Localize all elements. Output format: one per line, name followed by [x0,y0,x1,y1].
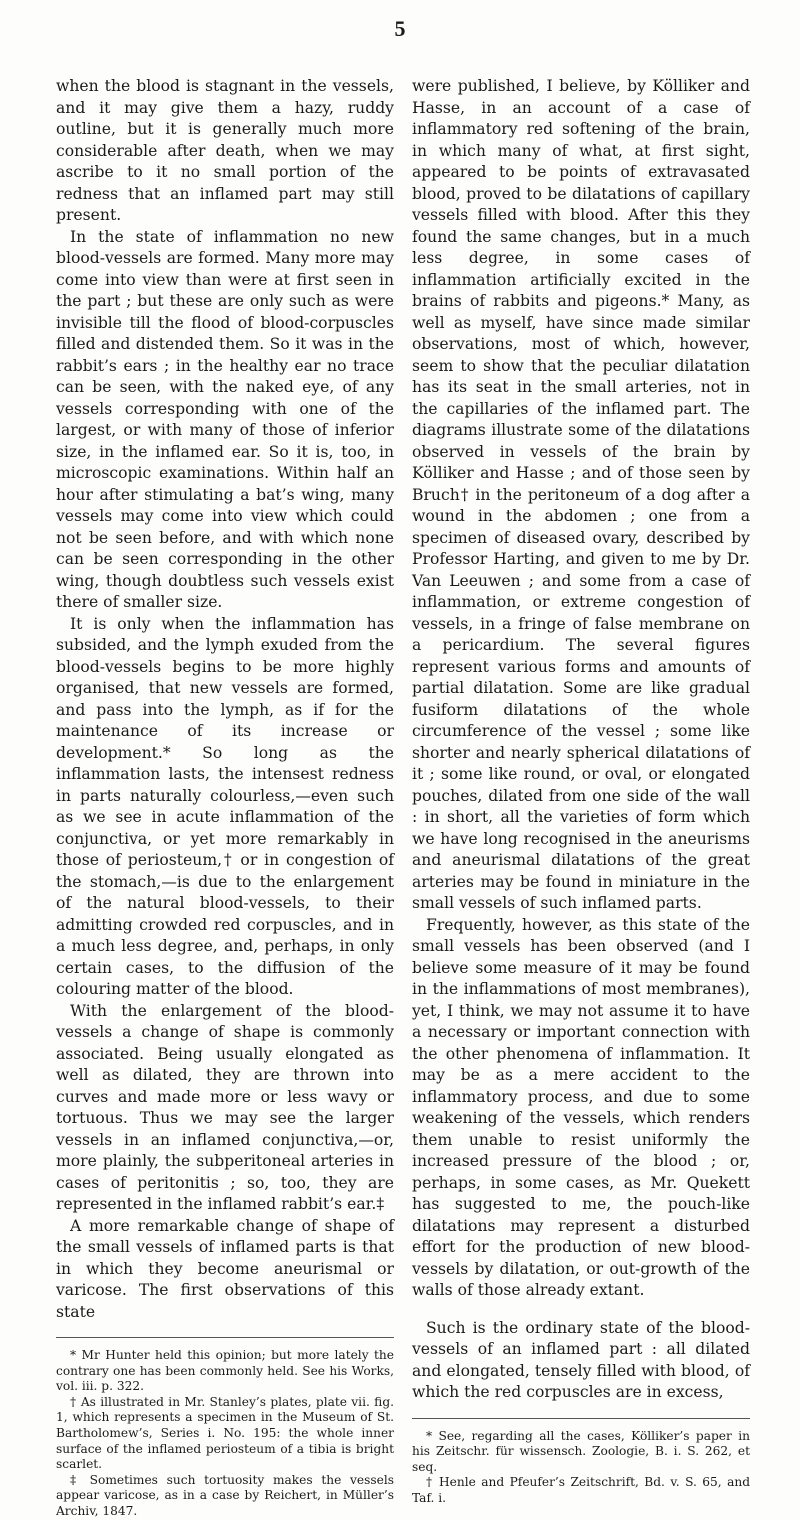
footnote: * See, regarding all the cases, Kölliker’s paper in his Zeitschr. für wissensch. Zoologie, B. i. S. 262, et seq. [412,1428,750,1474]
footnote: * Mr Hunter held this opinion; but more lately the contrary one has been commonly held. See his Works, vol. iii. p. 322. [56,1348,394,1394]
paragraph: Such is the ordinary state of the blood-vessels of an inflamed part : all dilated and elongated, tensely filled with blood, of which the red corpuscles are in excess, [412,1318,750,1401]
left-column [56,76,394,1520]
paragraph: were published, I believe, by Kölliker and Hasse, in an account of a case of inflammatory red softening of the brain, in which many of what, at first sight, appeared to be points of extravasated blood, proved to be dilatations of capillary vessels filled with blood. After this they found the same changes, but in a much less degree, in some cases of inflammation artificially excited in the brains of rabbits and pigeons.* Many, as well as myself, have since made similar observations, most of which, however, seem to show that the peculiar dilatation has its seat in the small arteries, not in the capillaries of the inflamed part. The diagrams illustrate some of the dilatations observed in vessels of the brain by Kölliker and Hasse ; and of those seen by Bruch† in the peritoneum of a dog after a wound in the abdomen ; one from a specimen of diseased ovary, described by Professor Harting, and given to me by Dr. Van Leeuwen ; and some from a case of inflammation, or extreme congestion of vessels, in a fringe of false membrane on a pericardium. The several figures represent various forms and amounts of partial dilatation. Some are like gradual fusiform dilatations of the whole circumference of the vessel ; some like shorter and nearly spherical dilatations of it ; some like round, or oval, or elongated pouches, dilated from one side of the wall : in short, all the varieties of form which we have long recognised in the aneurisms and aneurismal dilatations of the great arteries may be found in miniature in the small vessels of such inflamed parts. [412,77,750,912]
paragraph: Frequently, however, as this state of the small vessels has been observed (and I believe some measure of it may be found in the inflammations of most membranes), yet, I think, we may not assume it to have a necessary or important connection with the other phenomena of inflammation. It may be as a mere accident to the inflammatory process, and due to some weakening of the vessels, which renders them unable to resist uniformly the increased pressure of the blood ; or, perhaps, in some cases, as Mr. Quekett has suggested to me, the pouch-like dilatations may represent a disturbed effort for the production of new blood-vessels by dilatation, or out-growth of the walls of those already extant. [412,915,750,1299]
page-number: 5 [394,16,406,41]
footnote-divider [412,1418,750,1419]
left-footnotes [56,1348,394,1520]
left-column-body [56,76,394,1323]
footnote: † As illustrated in Mr. Stanley’s plates, plate vii. fig. 1, which represents a specimen in the Museum of St. Bartholomew’s, Series i. No. 195: the whole inner surface of the inflamed periosteum of a tibia is bright scarlet. [56,1394,394,1472]
footnote: † Henle and Pfeufer’s Zeitschrift, Bd. v. S. 65, and Taf. i. [412,1475,750,1505]
footnote-divider [56,1337,394,1338]
paragraph: In the state of inflammation no new blood-vessels are formed. Many more may come into view than were at first seen in the part ; but these are only such as were invisible till the flood of blood-corpuscles filled and distended them. So it was in the rabbit’s ears ; in the healthy ear no trace can be seen, with the naked eye, of any vessels corresponding with one of the largest, or with many of those of inferior size, in the inflamed ear. So it is, too, in microscopic examinations. Within half an hour after stimulating a bat’s wing, many vessels may come into view which could not be seen before, and with which none can be seen corresponding in the other wing, though doubtless such vessels exist there of smaller size. [56,227,394,611]
right-column [412,76,750,1506]
footnote: ‡ Sometimes such tortuosity makes the vessels appear varicose, as in a case by Reichert, in Müller’s Archiv, 1847. [56,1472,394,1518]
paragraph: A more remarkable change of shape of the small vessels of inflamed parts is that in which they become aneurismal or varicose. The first observations of this state [56,1216,394,1321]
paragraph: It is only when the inflammation has subsided, and the lymph exuded from the blood-vessels begins to be more highly organised, that new vessels are formed, and pass into the lymph, as if for the maintenance of its increase or development.* So long as the inflammation lasts, the intensest redness in parts naturally colourless,—even such as we see in acute inflammation of the conjunctiva, or yet more remarkably in those of periosteum,† or in congestion of the stomach,—is due to the enlargement of the natural blood-vessels, to their admitting crowded red corpuscles, and in a much less degree, and, perhaps, in only certain cases, to the diffusion of the colouring matter of the blood. [56,614,394,998]
right-footnotes [412,1429,750,1507]
paragraph: With the enlargement of the blood-vessels a change of shape is commonly associated. Being usually elongated as well as dilated, they are thrown into curves and made more or less wavy or tortuous. Thus we may see the larger vessels in an inflamed conjunctiva,—or, more plainly, the subperitoneal arteries in cases of peritonitis ; so, too, they are represented in the inflamed rabbit’s ear.‡ [56,1001,394,1213]
paragraph: when the blood is stagnant in the vessels, and it may give them a hazy, ruddy outline, but it is generally much more considerable after death, when we may ascribe to it no small portion of the redness that an inflamed part may still present. [56,77,394,224]
right-column-body [412,76,750,1404]
